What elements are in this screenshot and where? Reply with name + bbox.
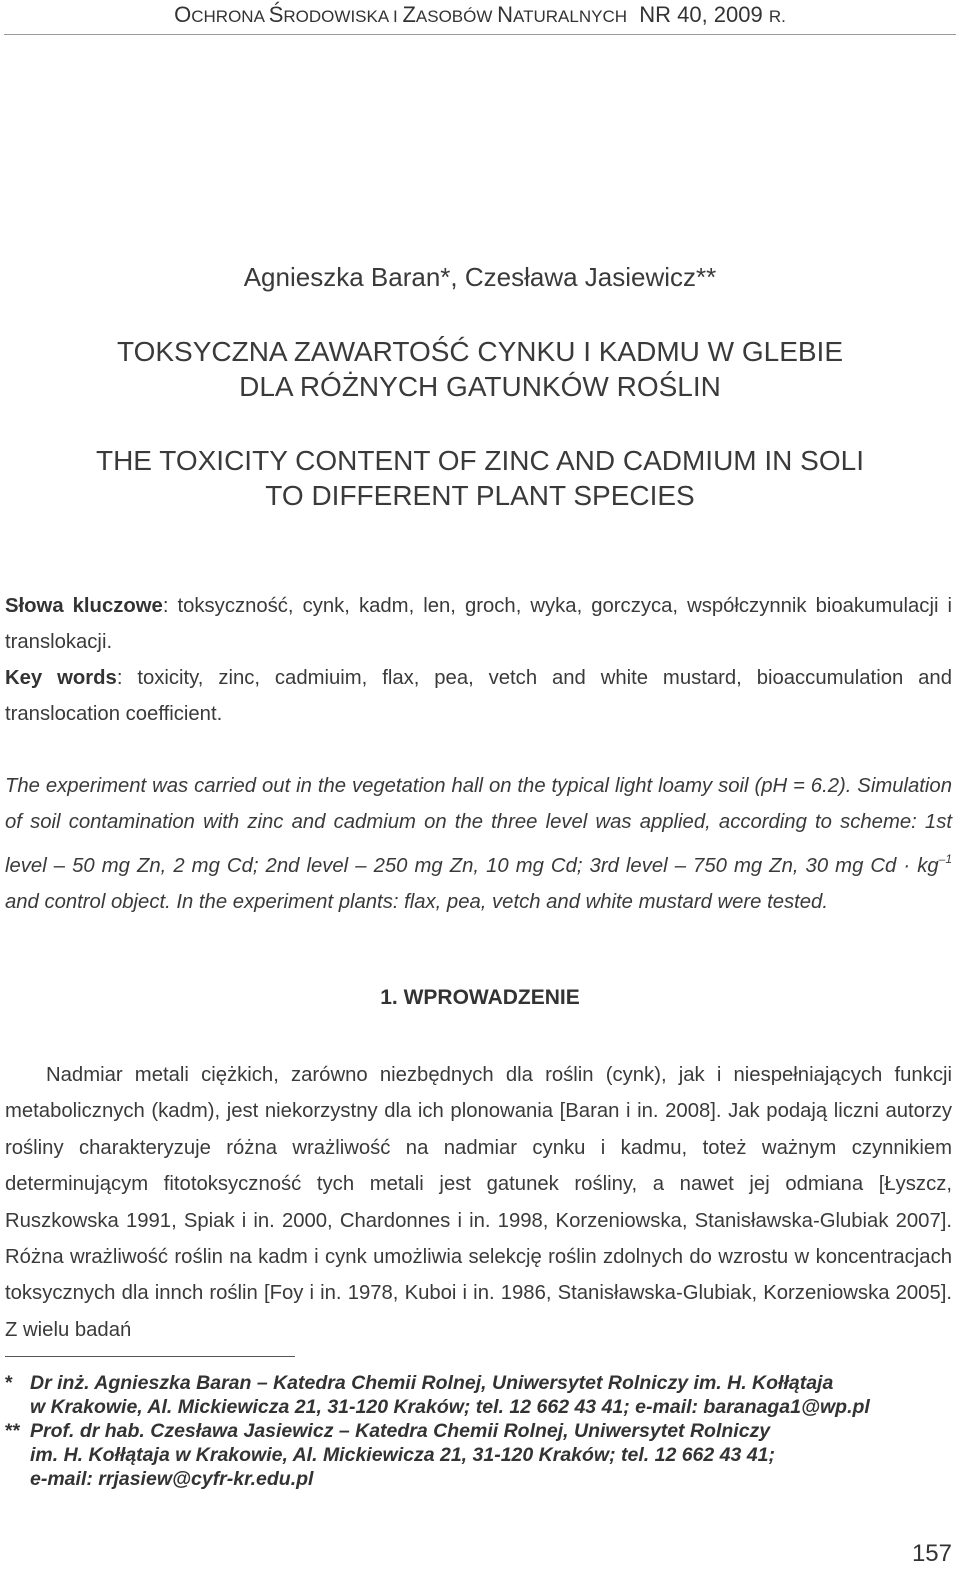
footnote-line: Prof. dr hab. Czesława Jasiewicz – Katedra Chemii Rolnej, Uniwersytet Rolniczy	[30, 1420, 771, 1442]
footnote-line: e-mail: rrjasiew@cyfr-kr.edu.pl	[30, 1468, 314, 1490]
footnote-mark: *	[5, 1372, 13, 1394]
title-polish-line: DLA RÓŻNYCH GATUNKÓW ROŚLIN	[239, 371, 721, 402]
footnote-rule	[5, 1356, 295, 1357]
title-english-line: TO DIFFERENT PLANT SPECIES	[265, 480, 695, 511]
keywords-english-label: Key words	[5, 667, 117, 689]
abstract-text-end: and control object. In the experiment plants: flax, pea, vetch and white mustard were tested.	[5, 891, 828, 914]
section-heading: 1. WPROWADZENIE	[380, 986, 580, 1009]
footnote-line: Dr inż. Agnieszka Baran – Katedra Chemii Rolnej, Uniwersytet Rolniczy im. H. Kołłątaja	[30, 1372, 834, 1394]
footnote-line: w Krakowie, Al. Mickiewicza 21, 31-120 Kraków; tel. 12 662 43 41; e-mail: baranaga1@wp.pl	[30, 1396, 870, 1418]
journal-header-part: ASOBÓW	[415, 7, 498, 26]
footnotes	[5, 1371, 955, 1491]
journal-header-part: ATURALNYCH	[513, 7, 627, 26]
title-polish-line: TOKSYCZNA ZAWARTOŚĆ CYNKU I KADMU W GLEBIE	[116, 336, 844, 367]
keywords-polish-label: Słowa kluczowe	[5, 595, 163, 617]
title-english	[0, 443, 960, 513]
footnote-author-2	[5, 1419, 955, 1491]
keywords-polish-text: : toksyczność, cynk, kadm, len, groch, wyka, gorczyca, współczynnik bioakumulacji i translokacji.	[5, 595, 952, 654]
abstract	[5, 768, 952, 921]
journal-header-part: N	[497, 2, 514, 27]
abstract-text: The experiment was carried out in the vegetation hall on the typical light loamy soil (pH = 6.2). Simulation of soil contamination with zinc and cadmium on the three level was applied, according to scheme: 1st level – 50 mg Zn, 2 mg Cd; 2nd level – 250 mg Zn, 10 mg Cd; 3rd level – 750 mg Zn, 30 mg Cd · kg	[5, 775, 952, 877]
journal-header-part: O	[174, 2, 192, 27]
authors: Agnieszka Baran*, Czesława Jasiewicz**	[243, 262, 717, 292]
header-rule	[4, 34, 956, 35]
journal-header-part: NR 40, 2009	[627, 2, 769, 27]
journal-header	[0, 2, 960, 28]
journal-header-part: Ś	[268, 2, 284, 27]
journal-header-part: Z	[402, 2, 416, 27]
title-english-line: THE TOXICITY CONTENT OF ZINC AND CADMIUM IN SOLI	[95, 445, 864, 476]
title-polish	[0, 334, 960, 404]
journal-header-part: CHRONA	[191, 7, 269, 26]
journal-header-part: RODOWISKA I	[283, 7, 403, 26]
footnote-line: im. H. Kołłątaja w Krakowie, Al. Mickiewicza 21, 31-120 Kraków; tel. 12 662 43 41;	[30, 1444, 775, 1466]
abstract-superscript: –1	[938, 851, 952, 866]
footnote-author-1	[5, 1371, 955, 1419]
keywords-polish	[5, 588, 952, 661]
journal-header-part: R.	[768, 7, 786, 26]
page-number: 157	[911, 1540, 952, 1567]
section-body	[5, 1057, 952, 1348]
footnote-mark: **	[5, 1420, 21, 1442]
keywords-english-text: : toxicity, zinc, cadmiuim, flax, pea, vetch and white mustard, bioaccumulation and translocation coefficient.	[5, 667, 952, 726]
keywords-english	[5, 660, 952, 733]
section-body-text: Nadmiar metali ciężkich, zarówno niezbędnych dla roślin (cynk), jak i niespełniających funkcji metabolicznych (kadm), jest niekorzystny dla ich plonowania [Baran i in. 2008]. Jak podają liczni autorzy rośliny charakteryzuje różna wrażliwość na nadmiar cynku i kadmu, toteż ważnym czynnikiem determinującym fitotoksyczność tych metali jest gatunek rośliny, a nawet jej odmiana [Łyszcz, Ruszkowska 1991, Spiak i in. 2000, Chardonnes i in. 1998, Korzeniowska, Stanisławska-Glubiak 2007]. Różna wrażliwość roślin na kadm i cynk umożliwia selekcję roślin zdolnych do wzrostu w koncentracjach toksycznych dla innch roślin [Foy i in. 1978, Kuboi i in. 1986, Stanisławska-Glubiak, Korzeniowska 2005]. Z wielu badań	[5, 1064, 952, 1341]
